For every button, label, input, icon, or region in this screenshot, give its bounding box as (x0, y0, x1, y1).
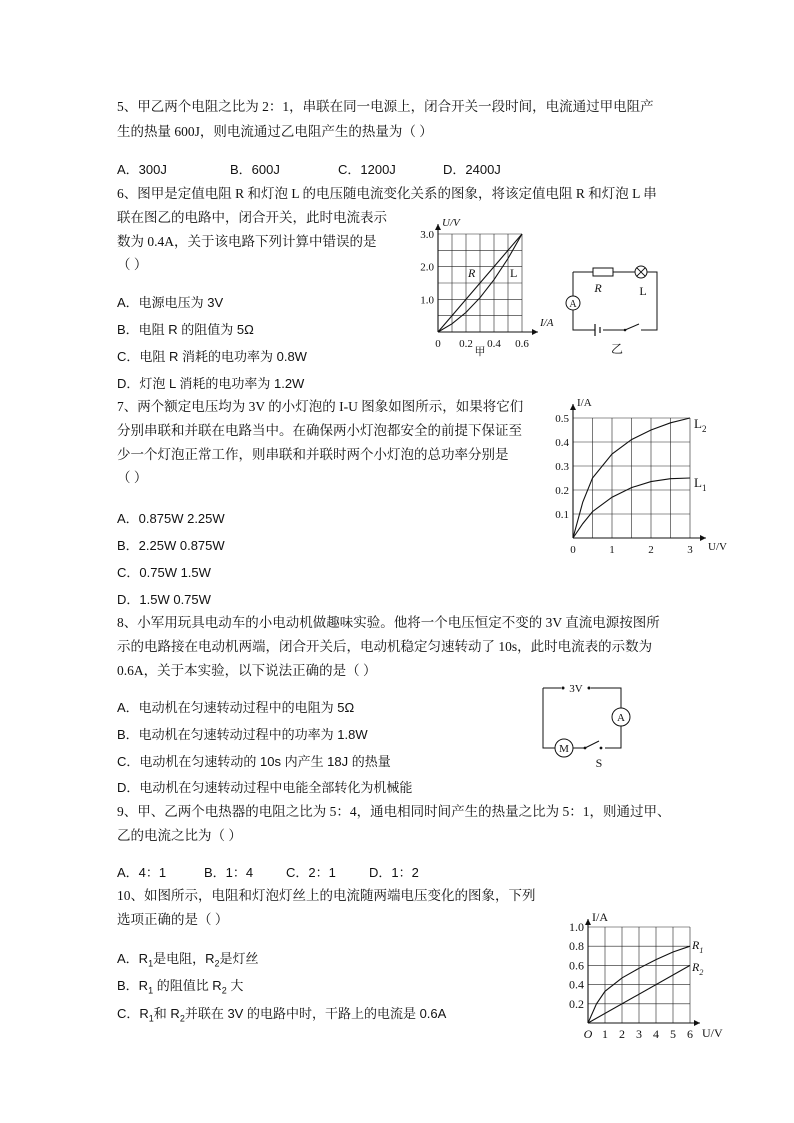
x-tick-label: 0.6 (515, 338, 529, 350)
terminal-dot-right (588, 687, 591, 690)
switch-pivot-right (600, 747, 603, 750)
q8-line2: 示的电路接在电动机两端，闭合开关后，电动机稳定匀速转动了 10s，此时电流表的示数为 (117, 639, 653, 654)
x-tick-label: 0.2 (459, 338, 473, 350)
x-axis-arrow-icon (694, 1020, 700, 1026)
q7-option-c: C．0.75W 1.5W (117, 565, 211, 580)
y-tick-label: 0.4 (569, 977, 584, 992)
q9-option-c: C．2：1 (286, 865, 336, 880)
q9-option-d: D．1：2 (369, 865, 419, 880)
y-tick-label: 0.3 (555, 461, 569, 473)
q6-line3: 数为 0.4A，关于该电路下列计算中错误的是 (117, 234, 377, 249)
series-label-r: R (468, 266, 476, 280)
q8-option-a: A．电动机在匀速转动过程中的电阻为 5Ω (117, 700, 355, 715)
q6-line1: 6、图甲是定值电阻 R 和灯泡 L 的电压随电流变化关系的图象，将该定值电阻 R 和灯泡 L 串 (117, 186, 657, 201)
ammeter-label: A (617, 712, 625, 724)
series-label-l2: $L_2$ (694, 416, 707, 434)
series-label-subscript: 1 (701, 483, 707, 493)
switch-symbol (625, 324, 639, 330)
q7-line1: 7、两个额定电压均为 3V 的小灯泡的 I-U 图象如图所示，如果将它们 (117, 399, 524, 414)
switch-label: S (595, 756, 603, 770)
series-label-subscript: 1 (699, 946, 704, 955)
switch-pivot-left (584, 747, 587, 750)
q9-option-a: A．4：1 (117, 865, 167, 880)
x-tick-label: 1 (609, 544, 615, 556)
series-label-r1: $R_1$ (692, 938, 704, 955)
q9-option-b: B．1：4 (204, 865, 254, 880)
x-tick-label: 6 (687, 1027, 693, 1041)
q7-line3: 少一个灯泡正常工作，则串联和并联时两个小灯泡的总功率分别是 (117, 447, 509, 462)
resistor-symbol (593, 268, 613, 276)
q5-option-a: A．300J (117, 162, 167, 177)
q5-option-c: C．1200J (338, 162, 396, 177)
q8-option-b: B．电动机在匀速转动过程中的功率为 1.8W (117, 727, 368, 742)
q10-option-a: A．$R_1$是电阻，$R_2$是灯丝 (117, 951, 259, 969)
series-label-r2: $R_2$ (692, 960, 704, 977)
y-tick-label: 1.0 (569, 920, 584, 934)
q6-option-b: B．电阻 R 的阻值为 5Ω (117, 322, 254, 337)
x-tick-label: 3 (636, 1027, 642, 1041)
x-tick-label: 5 (670, 1027, 676, 1041)
y-tick-label: 0.6 (569, 958, 584, 973)
q8-option-d: D．电动机在匀速转动过程中电能全部转化为机械能 (117, 780, 413, 795)
lamp-cross-icon (637, 268, 645, 276)
x-tick-label: 4 (653, 1027, 659, 1041)
terminal-dot-left (562, 687, 565, 690)
x-tick-label: O (583, 1027, 593, 1041)
y-tick-label: 1.0 (420, 294, 434, 307)
x-tick-label: 2 (619, 1027, 625, 1041)
x-axis-arrow-icon (700, 535, 706, 541)
motor-label: M (559, 743, 569, 755)
y-tick-label: 0.4 (555, 437, 569, 449)
q10-line1: 10、如图所示，电阻和灯泡灯丝上的电流随两端电压变化的图象，下列 (117, 888, 536, 903)
chart-q7-iu (548, 395, 728, 565)
q7-line2: 分别串联和并联在电路当中。在确保两小灯泡都安全的前提下保证至 (117, 423, 522, 438)
figure-label-yi: 乙 (610, 342, 624, 356)
y-axis-label: U/V (442, 217, 460, 229)
chart-q6-ui (410, 215, 554, 360)
x-tick-label: 0 (435, 338, 441, 350)
y-tick-label: 0.2 (569, 996, 584, 1011)
y-axis-label: I/A (577, 397, 592, 409)
figure-label-jia: 甲 (474, 346, 486, 358)
q7-option-b: B．2.25W 0.875W (117, 538, 225, 553)
y-tick-label: 2.0 (420, 261, 434, 274)
series-label-l1: $L_1$ (694, 475, 707, 493)
series-label-l: L (510, 266, 518, 280)
x-axis-label: U/V (702, 1026, 723, 1040)
q7-option-d: D．1.5W 0.75W (117, 592, 211, 607)
ammeter-label: A (569, 299, 577, 310)
q6-line2: 联在图乙的电路中，闭合开关，此时电流表示 (117, 210, 387, 225)
circuit-wire (543, 688, 621, 748)
resistor-label: R (594, 281, 602, 295)
q8-line1: 8、小军用玩具电动车的小电动机做趣味实验。他将一个电压恒定不变的 3V 直流电源按图所 (117, 615, 660, 630)
y-tick-label: 0.8 (569, 939, 584, 954)
q5-line1: 5、甲乙两个电阻之比为 2：1，串联在同一电源上，闭合开关一段时间，电流通过甲电阻产 (117, 99, 654, 114)
q8-line3: 0.6A，关于本实验，以下说法正确的是（ ） (117, 663, 377, 678)
q5-option-b: B．600J (230, 162, 280, 177)
circuit-wire-top (573, 272, 657, 330)
q10-option-c: C．$R_1$和 $R_2$并联在 3V 的电路中时，干路上的电流是 0.6A (117, 1006, 447, 1024)
q6-option-d: D．灯泡 L 消耗的电功率为 1.2W (117, 376, 305, 391)
circuit-q6 (555, 262, 680, 357)
q5-line2: 生的热量 600J，则电流通过乙电阻产生的热量为（ ） (117, 124, 433, 139)
switch-pivot (624, 329, 627, 332)
q9-line1: 9、甲、乙两个电热器的电阻之比为 5：4，通电相同时间产生的热量之比为 5：1，则通过甲、 (117, 804, 671, 819)
y-axis-arrow-icon (435, 224, 441, 230)
y-tick-label: 3.0 (420, 229, 434, 241)
series-label-subscript: 2 (701, 424, 707, 434)
q9-line2: 乙的电流之比为（ ） (117, 828, 242, 843)
q7-line4: （ ） (117, 470, 148, 485)
x-tick-label: 1 (602, 1027, 608, 1041)
x-tick-label: 0.4 (487, 338, 501, 350)
x-axis-arrow-icon (532, 329, 538, 335)
series-label-subscript: 2 (699, 968, 704, 977)
q10-option-b: B．$R_1$ 的阻值比 $R_2$ 大 (117, 978, 244, 996)
y-axis-label: I/A (592, 910, 608, 924)
x-tick-label: 0 (570, 544, 576, 556)
y-tick-label: 0.2 (555, 485, 569, 497)
source-label: 3V (569, 683, 583, 695)
x-tick-label: 2 (648, 544, 654, 556)
y-tick-label: 0.5 (555, 413, 569, 425)
q7-option-a: A．0.875W 2.25W (117, 511, 225, 526)
lamp-label: L (639, 284, 647, 298)
battery-symbol (595, 324, 600, 336)
y-axis-arrow-icon (585, 919, 591, 925)
x-tick-label: 3 (687, 544, 693, 556)
x-axis-label: U/V (708, 541, 727, 553)
chart-q10-iu (556, 905, 742, 1045)
circuit-q8 (535, 680, 645, 772)
q8-option-c: C．电动机在匀速转动的 10s 内产生 18J 的热量 (117, 754, 391, 769)
q5-option-d: D．2400J (443, 162, 501, 177)
x-axis-label: I/A (540, 317, 554, 329)
q10-line2: 选项正确的是（ ） (117, 912, 229, 927)
q6-option-c: C．电阻 R 消耗的电功率为 0.8W (117, 349, 307, 364)
q6-line4: （ ） (117, 257, 148, 272)
q6-option-a: A．电源电压为 3V (117, 295, 224, 310)
y-tick-label: 0.1 (555, 509, 569, 521)
switch-symbol (585, 741, 599, 748)
y-axis-arrow-icon (570, 404, 576, 410)
